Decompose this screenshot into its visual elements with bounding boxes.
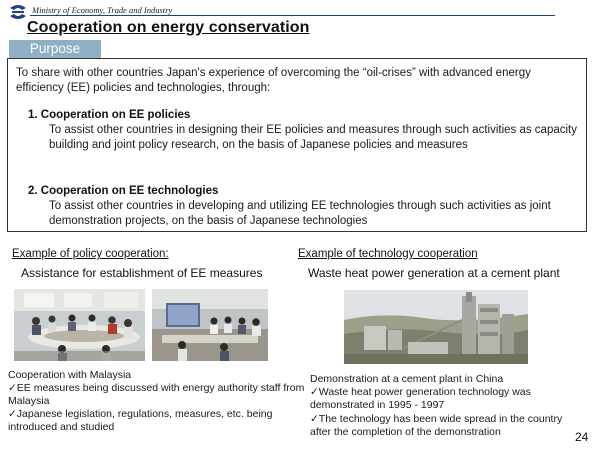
meeting-photo-2 xyxy=(152,289,268,361)
china-bullet-2 xyxy=(310,413,585,439)
technology-example-subtitle: Waste heat power generation at a cement plant xyxy=(308,266,560,280)
meeting-photo-1 xyxy=(14,289,145,361)
ministry-name: Ministry of Economy, Trade and Industry xyxy=(32,5,173,15)
cement-plant-photo xyxy=(344,290,528,364)
china-caption-heading: Demonstration at a cement plant in China xyxy=(310,373,504,385)
malaysia-bullet-2-text: ✓Japanese legislation, regulations, measures, etc. being introduced and studied xyxy=(8,408,273,433)
policy-example-subtitle: Assistance for establishment of EE measures xyxy=(21,266,263,280)
meti-logo-icon xyxy=(8,3,28,21)
purpose-intro: To share with other countries Japan's experience of overcoming the “oil-crises” with advanced energy efficiency (EE) policies and technologies, through: xyxy=(16,67,531,94)
china-bullet-2-text: ✓The technology has been wide spread in the country after the completion of the demonstration xyxy=(310,413,563,438)
technology-cooperation-heading: 2. Cooperation on EE technologies xyxy=(28,185,219,197)
malaysia-bullet-1 xyxy=(8,382,308,408)
malaysia-bullet-2 xyxy=(8,408,308,434)
policy-example-title: Example of policy cooperation: xyxy=(12,248,169,260)
page-title: Cooperation on energy conservation xyxy=(27,19,310,36)
technology-cooperation-body: To assist other countries in developing and utilizing EE technologies through such activities as joint demonstration projects, on the basis of Japanese technologies xyxy=(49,200,551,227)
policy-cooperation-heading: 1. Cooperation on EE policies xyxy=(28,109,191,121)
header-divider xyxy=(30,15,555,16)
technology-example-title: Example of technology cooperation xyxy=(298,248,478,260)
policy-cooperation-body: To assist other countries in designing their EE policies and measures through such activities as capacity building and joint policy research, on the basis of Japanese policies and measures xyxy=(49,124,577,151)
purpose-tab: Purpose xyxy=(9,40,101,58)
malaysia-caption-heading: Cooperation with Malaysia xyxy=(8,369,132,381)
malaysia-bullet-1-text: ✓EE measures being discussed with energy authority staff from Malaysia xyxy=(8,382,305,407)
china-bullet-1-text: ✓Waste heat power generation technology was demonstrated in 1995 - 1997 xyxy=(310,386,531,411)
page-number: 24 xyxy=(575,430,589,444)
china-bullet-1 xyxy=(310,386,580,412)
